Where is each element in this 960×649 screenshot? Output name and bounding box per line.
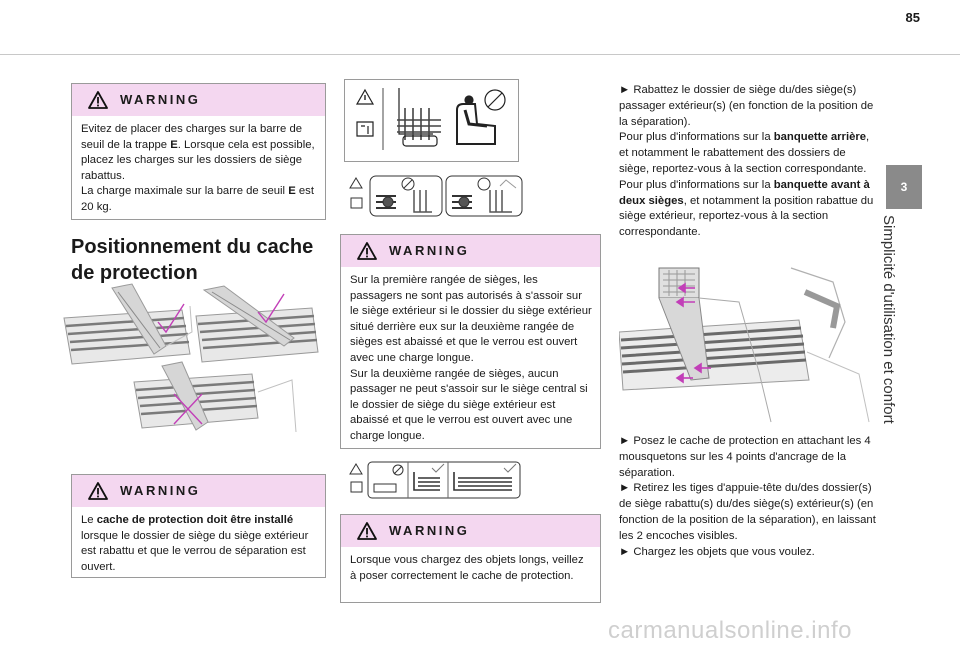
cover-attachment-illustration — [619, 262, 875, 428]
warning-triangle-icon — [88, 91, 108, 109]
chapter-title: Simplicité d'utilisation et confort — [880, 215, 897, 424]
warning-title: WARNING — [389, 523, 470, 538]
manual-book-icon — [357, 122, 373, 136]
warning-box-cover — [71, 474, 326, 578]
warning-title: WARNING — [120, 92, 201, 107]
pictogram-label-large — [344, 79, 519, 162]
warning-box-threshold — [71, 83, 326, 220]
warning-text: Evitez de placer des charges sur la barre de seuil de la trappe E. Lorsque cela est possible, placez les charges sur les dossiers de siège rabattus. La charge maximale sur la barre de seuil E est 20 kg. — [81, 123, 315, 213]
instructions-steps — [619, 434, 877, 560]
instruction-step: ► Retirez les tiges d'appuie-tête du/des dossier(s) de siège rabattu(s) du/des siège(s) extérieur(s) (en fonction de la position de la séparation), en laissant les 2 encoches visibles. — [619, 482, 876, 542]
warning-triangle-icon — [357, 242, 377, 260]
cover-correct-left — [64, 284, 192, 364]
warning-title: WARNING — [120, 483, 201, 498]
chapter-tab: 3 — [886, 165, 922, 209]
chapter-title-vertical — [880, 215, 913, 445]
instruction-step: ► Chargez les objets que vous voulez. — [619, 545, 815, 558]
seat-pictogram-row — [348, 172, 526, 220]
manual-book-icon — [351, 482, 362, 492]
seat-belt-buckle — [805, 292, 837, 328]
instruction-step: ► Rabattez le dossier de siège du/des siège(s) passager extérieur(s) (en fonction de la position de la séparation). — [619, 84, 874, 128]
warning-box-long-objects — [340, 514, 601, 603]
instruction-step: ► Posez le cache de protection en attachant les 4 mousquetons sur les 4 points d'ancrage de la séparation. — [619, 435, 871, 479]
cover-incorrect — [134, 362, 296, 432]
warning-text: Sur la première rangée de sièges, les passagers ne sont pas autorisés à s'assoir sur le siège extérieur si le dossier du siège extérieur situé derrière eux sur la deuxième rangée de sièges est abaissé et que le verrou est ouvert avec une charge longue. Sur la deuxième rangée de sièges, aucun passager ne peut s'assoir sur le siège central si le dossier de siège du siège extérieur est abaissé et que le verrou est ouvert avec une charge longue. — [350, 274, 592, 442]
warning-header — [341, 515, 600, 547]
seat-load-pictogram — [345, 80, 518, 161]
warning-text: Lorsque vous chargez des objets longs, veillez à poser correctement le cache de protection. — [350, 554, 584, 582]
reference-paragraph: Pour plus d'informations sur la banquette avant à deux sièges, et notamment la position rabattue du siège extérieur, reportez-vous à la section correspondante. — [619, 178, 874, 239]
warning-header — [72, 84, 325, 116]
warning-box-passengers — [340, 234, 601, 449]
section-title: Positionnement du cache de protection — [71, 236, 314, 284]
instructions-text — [619, 83, 877, 241]
warning-triangle-icon — [357, 522, 377, 540]
warning-text: Le cache de protection doit être installé lorsque le dossier de siège du siège extérieur est rabattu et que le verrou de séparation est ouvert. — [81, 514, 309, 573]
load-pictogram-row — [348, 460, 524, 500]
watermark: carmanualsonline.info — [608, 617, 852, 644]
warning-triangle-icon — [88, 482, 108, 500]
page-number: 85 — [905, 10, 920, 25]
reference-paragraph: Pour plus d'informations sur la banquette arrière, et notamment le rabattement des dossiers de siège, reportez-vous à la section correspondante. — [619, 131, 870, 175]
warning-title: WARNING — [389, 243, 470, 258]
warning-triangle-icon — [350, 464, 362, 474]
manual-book-icon — [351, 198, 362, 208]
cover-correct-right — [196, 286, 318, 362]
cover-position-illustration — [62, 282, 324, 442]
seat-backrest-mesh — [659, 268, 699, 298]
warning-header — [72, 475, 325, 507]
header-divider — [0, 54, 960, 55]
warning-triangle-icon — [350, 178, 362, 188]
warning-header — [341, 235, 600, 267]
